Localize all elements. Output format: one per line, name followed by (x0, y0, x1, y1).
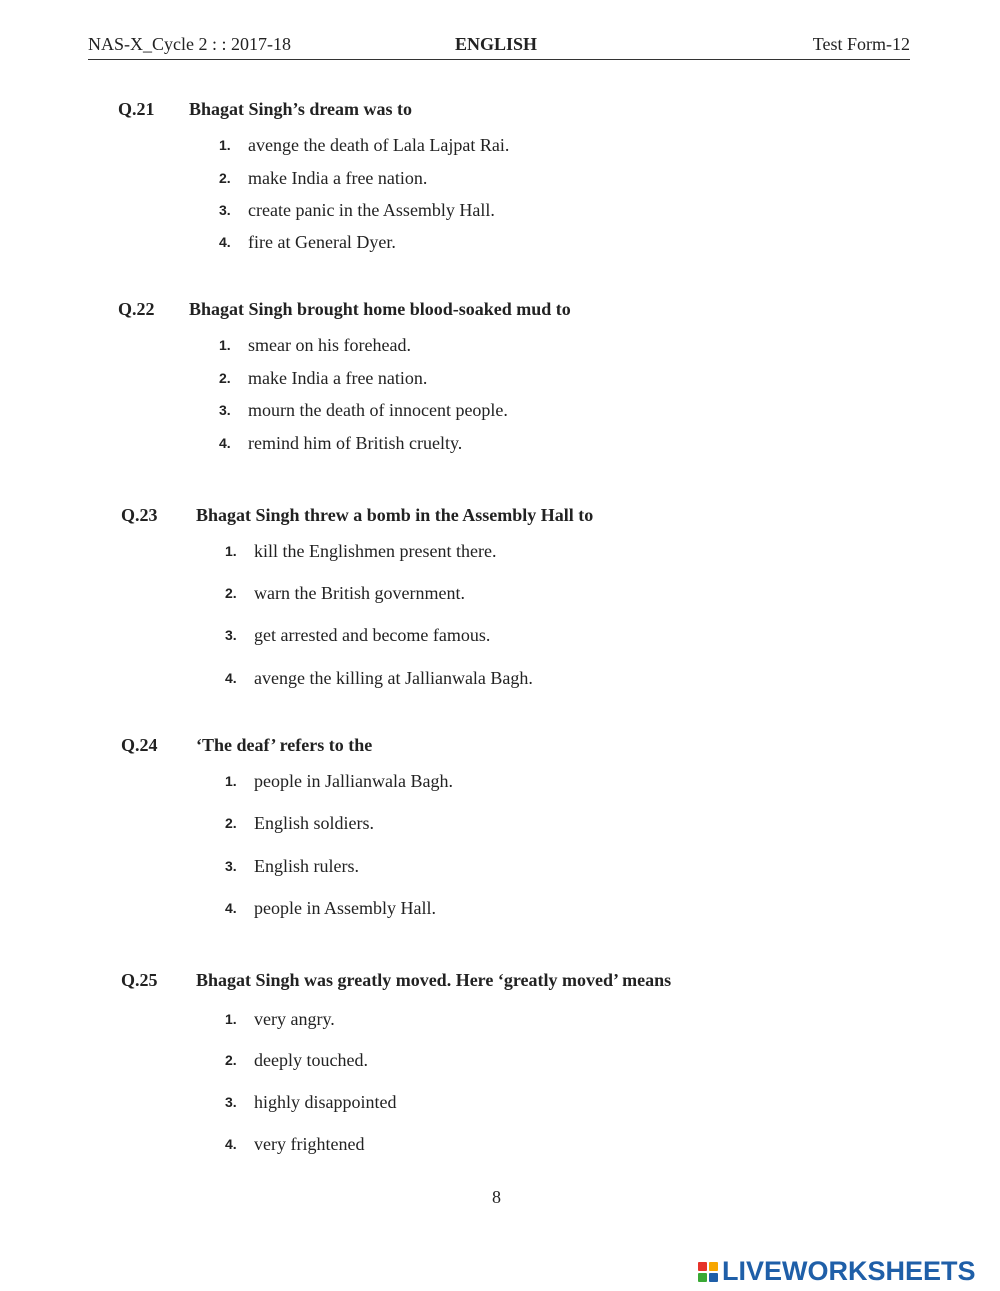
option-text: fire at General Dyer. (248, 232, 396, 252)
question-number: Q.25 (121, 970, 158, 990)
question-text: Bhagat Singh brought home blood-soaked mud to (189, 299, 571, 319)
option-number: 2. (225, 815, 237, 831)
option-text: highly disappointed (254, 1092, 397, 1112)
option-number: 3. (225, 1094, 237, 1110)
option-text: remind him of British cruelty. (248, 433, 463, 453)
liveworksheets-logo-icon (698, 1262, 718, 1282)
option-text: make India a free nation. (248, 368, 428, 388)
question-text: Bhagat Singh threw a bomb in the Assembly Hall to (196, 505, 594, 525)
option-text: people in Assembly Hall. (254, 898, 436, 918)
option-text: avenge the killing at Jallianwala Bagh. (254, 668, 533, 688)
option-number: 2. (219, 370, 231, 386)
option-text: deeply touched. (254, 1050, 368, 1070)
option-number: 4. (225, 900, 237, 916)
liveworksheets-watermark (698, 1256, 976, 1287)
option-text: very frightened (254, 1134, 365, 1154)
option-text: create panic in the Assembly Hall. (248, 200, 495, 220)
option-text: get arrested and become famous. (254, 625, 491, 645)
option-number: 1. (219, 137, 231, 153)
header-test-form: Test Form-12 (812, 34, 910, 54)
option-text: English rulers. (254, 856, 359, 876)
option-text: make India a free nation. (248, 168, 428, 188)
option-text: English soldiers. (254, 813, 374, 833)
question-number: Q.21 (118, 99, 155, 119)
question-number: Q.24 (121, 735, 158, 755)
option-number: 3. (225, 858, 237, 874)
watermark-text: LIVEWORKSHEETS (722, 1256, 976, 1286)
option-number: 4. (225, 1136, 237, 1152)
option-number: 2. (225, 1052, 237, 1068)
question-text: Bhagat Singh was greatly moved. Here ‘greatly moved’ means (196, 970, 672, 990)
option-number: 4. (219, 435, 231, 451)
question-number: Q.23 (121, 505, 158, 525)
option-text: mourn the death of innocent people. (248, 400, 508, 420)
option-text: smear on his forehead. (248, 335, 411, 355)
option-text: kill the Englishmen present there. (254, 541, 497, 561)
question-number: Q.22 (118, 299, 155, 319)
option-text: people in Jallianwala Bagh. (254, 771, 453, 791)
question-text: ‘The deaf’ refers to the (196, 735, 373, 755)
header-divider (88, 59, 910, 60)
option-number: 3. (225, 627, 237, 643)
option-number: 3. (219, 402, 231, 418)
option-number: 3. (219, 202, 231, 218)
header-subject: ENGLISH (455, 34, 538, 54)
option-text: warn the British government. (254, 583, 465, 603)
page-number: 8 (492, 1187, 501, 1207)
option-number: 1. (219, 337, 231, 353)
header-left: NAS-X_Cycle 2 : : 2017-18 (88, 34, 291, 54)
question-text: Bhagat Singh’s dream was to (189, 99, 413, 119)
option-text: avenge the death of Lala Lajpat Rai. (248, 135, 510, 155)
option-number: 2. (225, 585, 237, 601)
option-number: 1. (225, 773, 237, 789)
option-number: 2. (219, 170, 231, 186)
option-number: 1. (225, 1011, 237, 1027)
option-text: very angry. (254, 1009, 335, 1029)
option-number: 4. (225, 670, 237, 686)
option-number: 4. (219, 234, 231, 250)
option-number: 1. (225, 543, 237, 559)
